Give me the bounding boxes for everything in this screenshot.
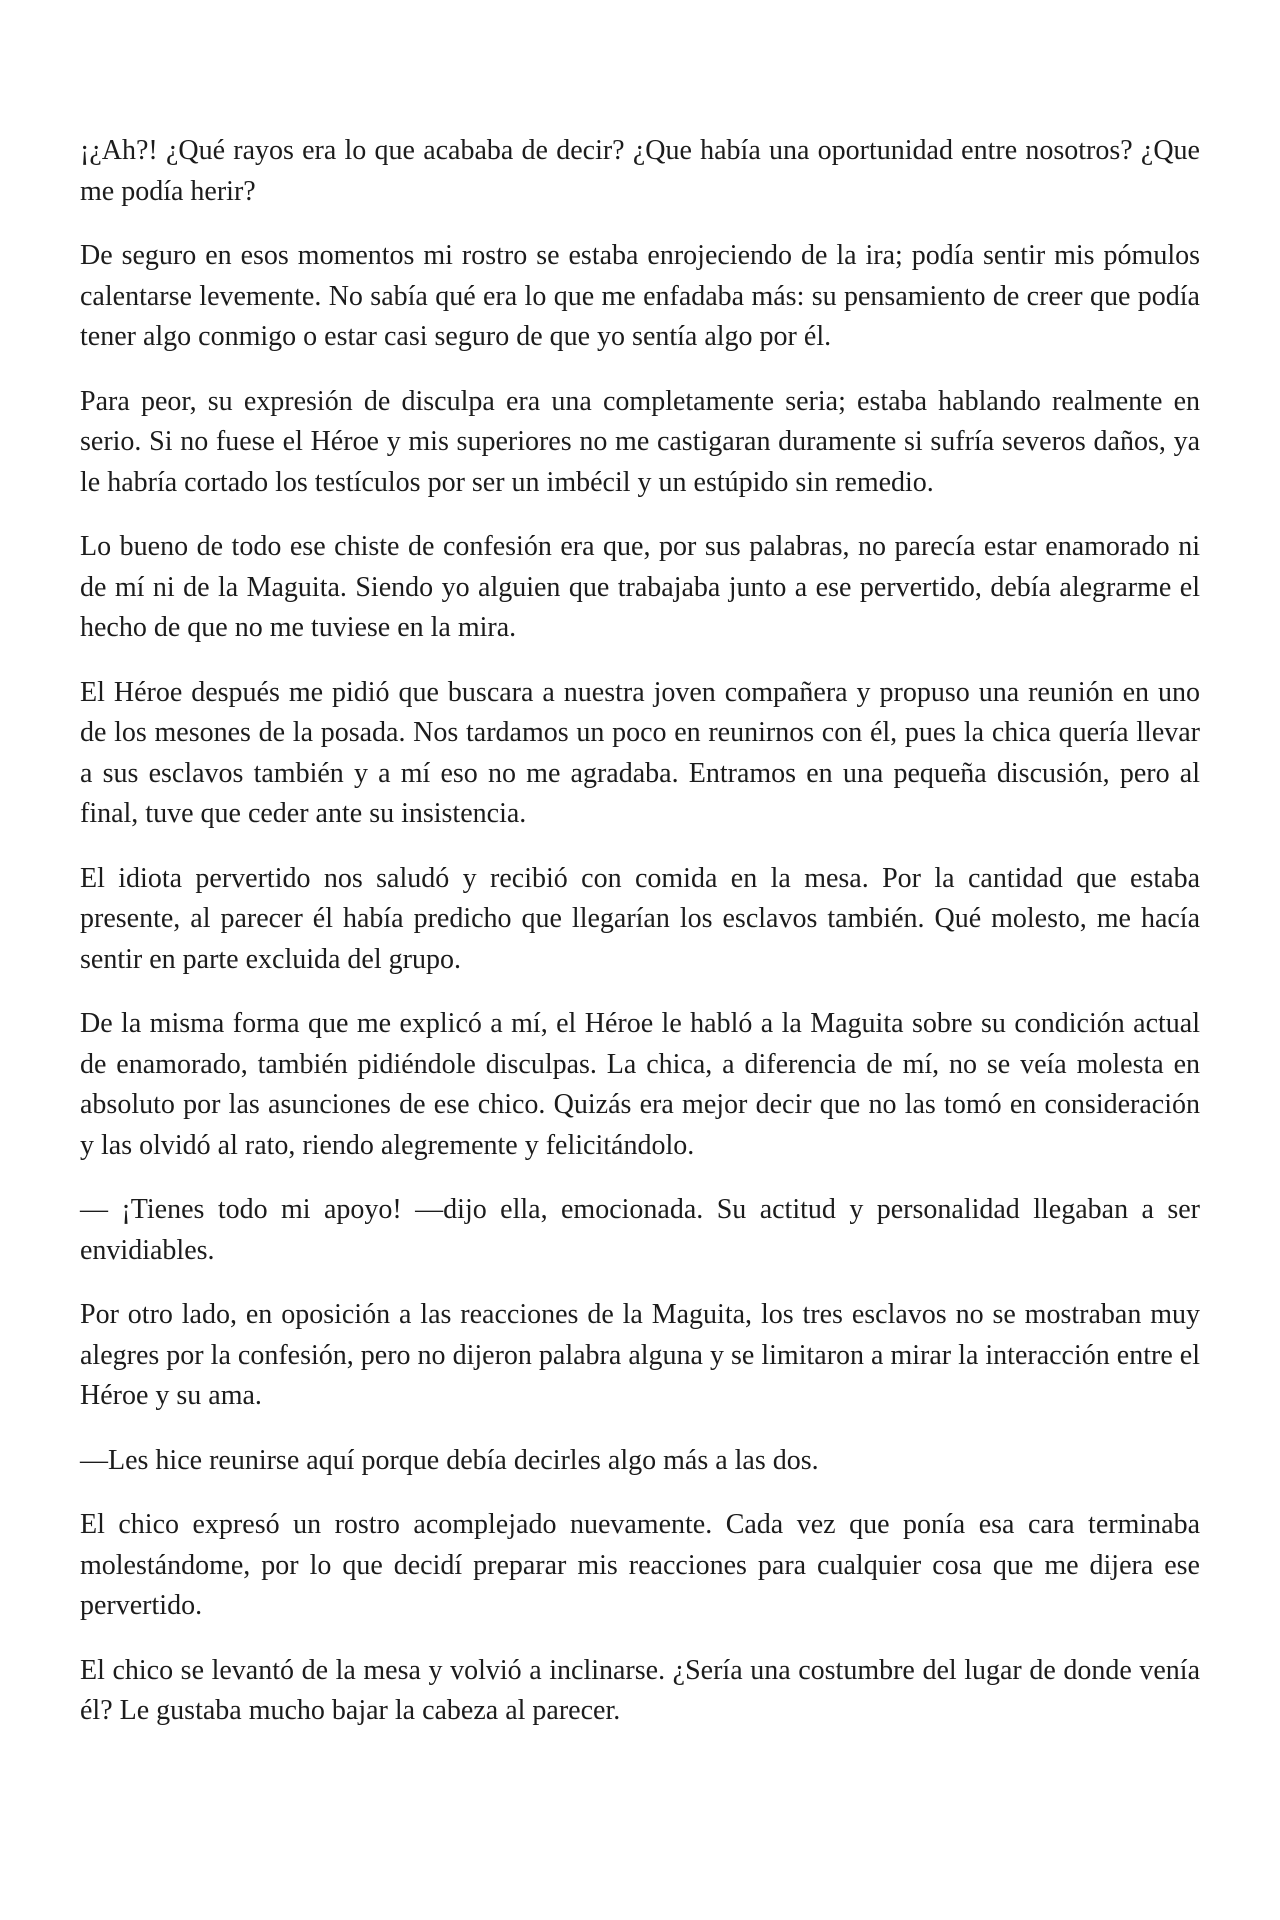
paragraph-4: Lo bueno de todo ese chiste de confesión era que, por sus palabras, no parecía estar enamorado ni de mí ni de la Maguita. Siendo yo alguien que trabajaba junto a ese pervertido, debía alegrarme el hecho de que no me tuviese en la mira. — [80, 531, 1200, 643]
paragraph-6: El idiota pervertido nos saludó y recibió con comida en la mesa. Por la cantidad que estaba presente, al parecer él había predicho que llegarían los esclavos también. Qué molesto, me hacía sentir en parte excluida del grupo. — [80, 862, 1200, 975]
paragraph-5: El Héroe después me pidió que buscara a nuestra joven compañera y propuso una reunión en uno de los mesones de la posada. Nos tardamos un poco en reunirnos con él, pues la chica quería llevar a sus esclavos también y a mí eso no me agradaba. Entramos en una pequeña discusión, pero al final, tuve que ceder ante su insistencia. — [80, 676, 1200, 829]
document-page — [80, 131, 1200, 1756]
paragraph-7: De la misma forma que me explicó a mí, el Héroe le habló a la Maguita sobre su condición actual de enamorado, también pidiéndole disculpas. La chica, a diferencia de mí, no se veía molesta en absoluto por las asunciones de ese chico. Quizás era mejor decir que no las tomó en consideración y las olvidó al rato, riendo alegremente y felicitándolo. — [80, 1008, 1200, 1161]
paragraph-1: ¡¿Ah?! ¿Qué rayos era lo que acababa de decir? ¿Que había una oportunidad entre nosotros? ¿Que me podía herir? — [80, 135, 1200, 207]
paragraph-11: El chico expresó un rostro acomplejado nuevamente. Cada vez que ponía esa cara terminaba molestándome, por lo que decidí preparar mis reacciones para cualquier cosa que me dijera ese pervertido. — [80, 1509, 1200, 1621]
paragraph-8: — ¡Tienes todo mi apoyo! —dijo ella, emocionada. Su actitud y personalidad llegaban a ser envidiables. — [80, 1194, 1200, 1266]
paragraph-10: —Les hice reunirse aquí porque debía decirles algo más a las dos. — [80, 1444, 819, 1476]
paragraph-9: Por otro lado, en oposición a las reacciones de la Maguita, los tres esclavos no se mostraban muy alegres por la confesión, pero no dijeron palabra alguna y se limitaron a mirar la interacción entre el Héroe y su ama. — [80, 1299, 1200, 1411]
paragraph-12: El chico se levantó de la mesa y volvió a inclinarse. ¿Sería una costumbre del lugar de donde venía él? Le gustaba mucho bajar la cabeza al parecer. — [80, 1654, 1200, 1726]
paragraph-3: Para peor, su expresión de disculpa era una completamente seria; estaba hablando realmente en serio. Si no fuese el Héroe y mis superiores no me castigaran duramente si sufría severos daños, ya le habría cortado los testículos por ser un imbécil y un estúpido sin remedio. — [80, 385, 1200, 498]
paragraph-2: De seguro en esos momentos mi rostro se estaba enrojeciendo de la ira; podía sentir mis pómulos calentarse levemente. No sabía qué era lo que me enfadaba más: su pensamiento de creer que podía tener algo conmigo o estar casi seguro de que yo sentía algo por él. — [80, 240, 1200, 352]
